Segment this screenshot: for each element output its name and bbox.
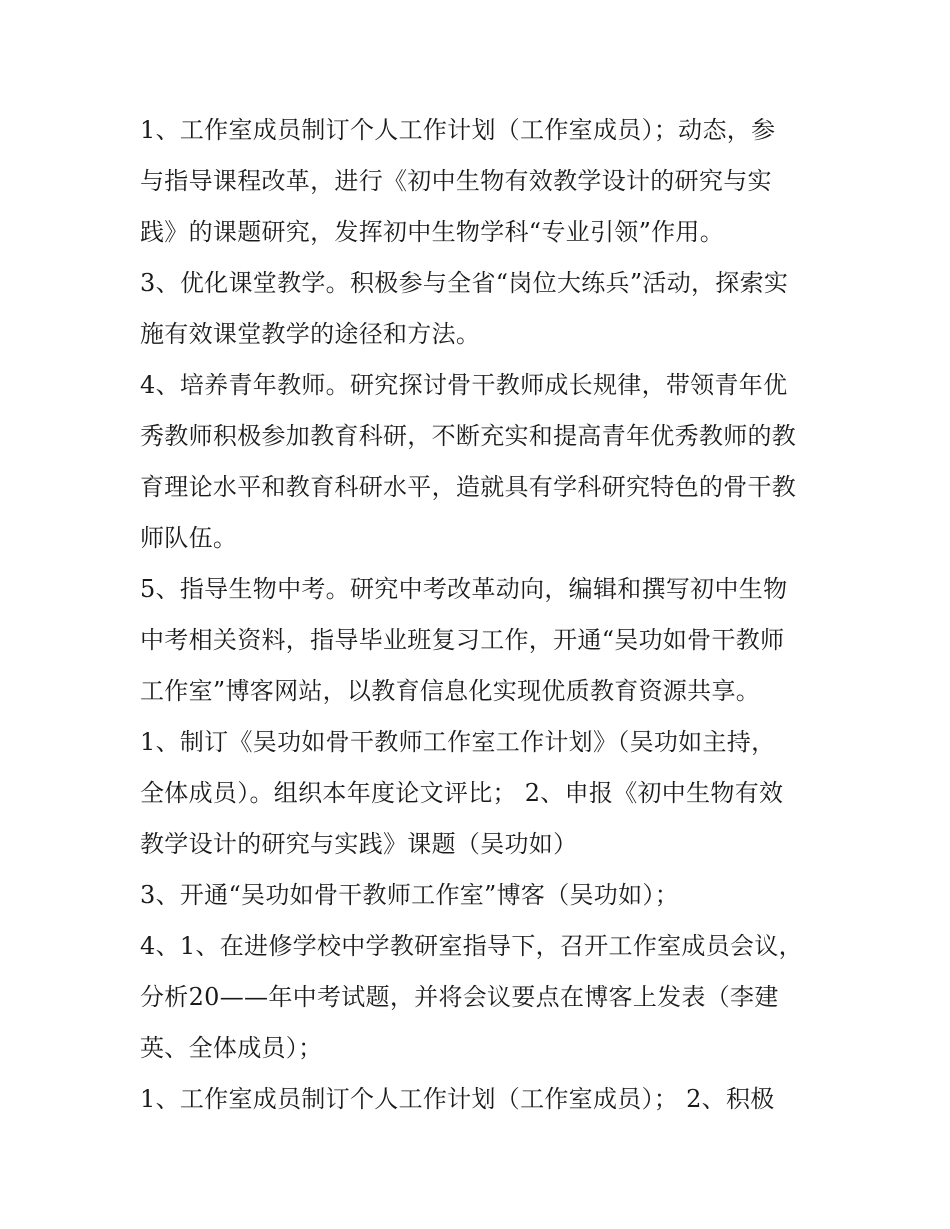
text-line: 中考相关资料，指导毕业班复习工作，开通“吴功如骨干教师 (140, 626, 785, 654)
text-line: 3、开通“吴功如骨干教师工作室”博客（吴功如）； (140, 881, 680, 909)
text-line: 4、1、在进修学校中学教研室指导下，召开工作室成员会议， (140, 932, 803, 960)
text-line: 践》的课题研究，发挥初中生物学科“专业引领”作用。 (140, 218, 725, 246)
text-line: 5、指导生物中考。研究中考改革动向，编辑和撰写初中生物 (140, 575, 788, 603)
text-line: 1、工作室成员制订个人工作计划（工作室成员）； 2、积极 (140, 1085, 775, 1113)
text-line: 育理论水平和教育科研水平，造就具有学科研究特色的骨干教 (140, 473, 797, 501)
text-line: 英、全体成员）； (140, 1034, 323, 1062)
text-line: 施有效课堂教学的途径和方法。 (140, 320, 481, 348)
text-line: 4、培养青年教师。研究探讨骨干教师成长规律，带领青年优 (140, 371, 788, 399)
text-line: 分析20——年中考试题，并将会议要点在博客上发表（李建 (140, 983, 779, 1011)
text-line: 3、优化课堂教学。积极参与全省“岗位大练兵”活动，探索实 (140, 269, 789, 297)
text-line: 与指导课程改革，进行《初中生物有效教学设计的研究与实 (140, 167, 772, 195)
text-line: 秀教师积极参加教育科研，不断充实和提高青年优秀教师的教 (140, 422, 797, 450)
text-line: 教学设计的研究与实践》课题（吴功如） (140, 830, 578, 858)
text-line: 工作室”博客网站，以教育信息化实现优质教育资源共享。 (140, 677, 761, 705)
text-line: 1、制订《吴功如骨干教师工作室工作计划》（吴功如主持， (140, 728, 776, 756)
text-line: 全体成员）。组织本年度论文评比； 2、申报《初中生物有效 (140, 779, 784, 807)
text-line: 师队伍。 (140, 524, 238, 552)
text-line: 1、工作室成员制订个人工作计划（工作室成员）；动态，参 (140, 116, 776, 144)
